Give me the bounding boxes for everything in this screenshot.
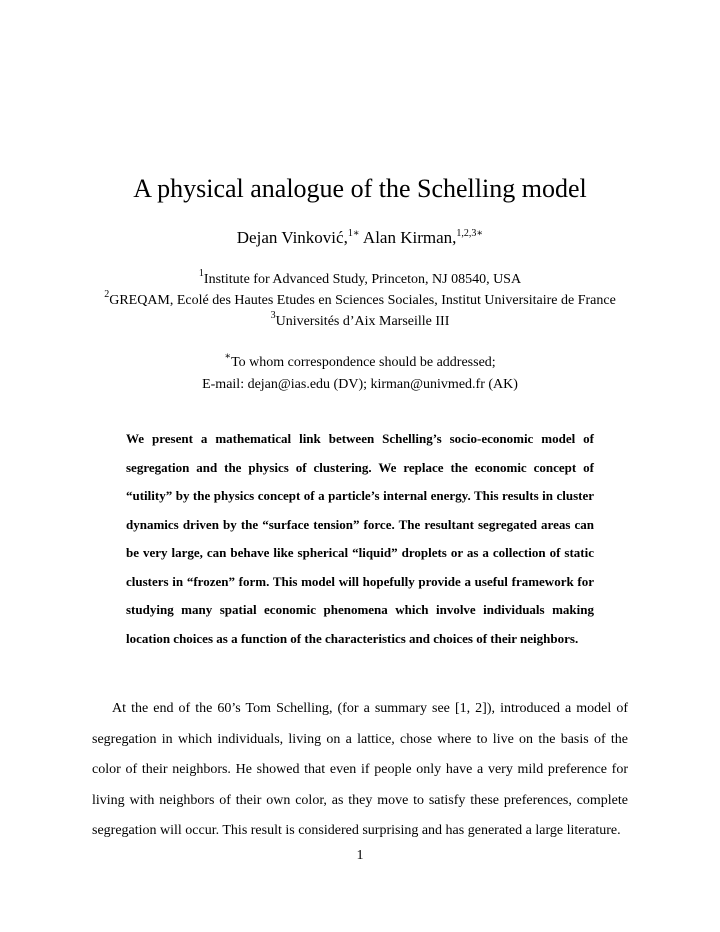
correspondence-email: E-mail: dejan@ias.edu (DV); kirman@univmed.fr (AK) [202,377,518,392]
body-paragraph: At the end of the 60’s Tom Schelling, (for a summary see [1, 2]), introduced a model of segregation in which individuals, living on a lattice, chose where to live on the basis of the color of their neighbors. He showed that even if people only have a very mild preference for living with neighbors of their own color, as they move to satisfy these preferences, complete segregation will occur. This result is considered surprising and has generated a large literature. [92,701,628,838]
affiliation-superscript: 3 [270,310,276,321]
affiliation-text: Universités d’Aix Marseille III [275,314,450,329]
affiliation-1 [0,270,720,290]
affiliation-3 [0,312,720,332]
author-name: Alan Kirman, [362,228,457,247]
affiliation-superscript: 1 [198,268,204,279]
page-number: 1 [356,848,364,863]
affiliation-superscript: 2 [104,289,110,300]
correspondence-superscript: ∗ [224,351,232,362]
author-superscript: 1∗ [347,228,360,239]
affiliation-text: GREQAM, Ecolé des Hautes Etudes en Sciences Sociales, Institut Universitaire de France [109,293,616,308]
correspondence-text: To whom correspondence should be addressed; [231,355,496,370]
correspondence-note [0,353,720,373]
affiliation-2 [0,291,720,311]
abstract: We present a mathematical link between Schelling’s socio-economic model of segregation and the physics of clustering. We replace the economic concept of “utility” by the physics concept of a particle’s internal energy. This results in cluster dynamics driven by the “surface tension” force. The resultant segregated areas can be very large, can behave like spherical “liquid” droplets or as a collection of static clusters in “frozen” form. This model will hopefully provide a useful framework for studying many spatial economic phenomena which involve individuals making location choices as a function of the characteristics and choices of their neighbors. [126,431,594,646]
author-line [0,227,720,249]
affiliation-text: Institute for Advanced Study, Princeton, NJ 08540, USA [203,272,522,287]
paper-title: A physical analogue of the Schelling model [133,174,587,203]
author-superscript: 1,2,3∗ [456,228,484,239]
author-name: Dejan Vinković, [236,228,348,247]
